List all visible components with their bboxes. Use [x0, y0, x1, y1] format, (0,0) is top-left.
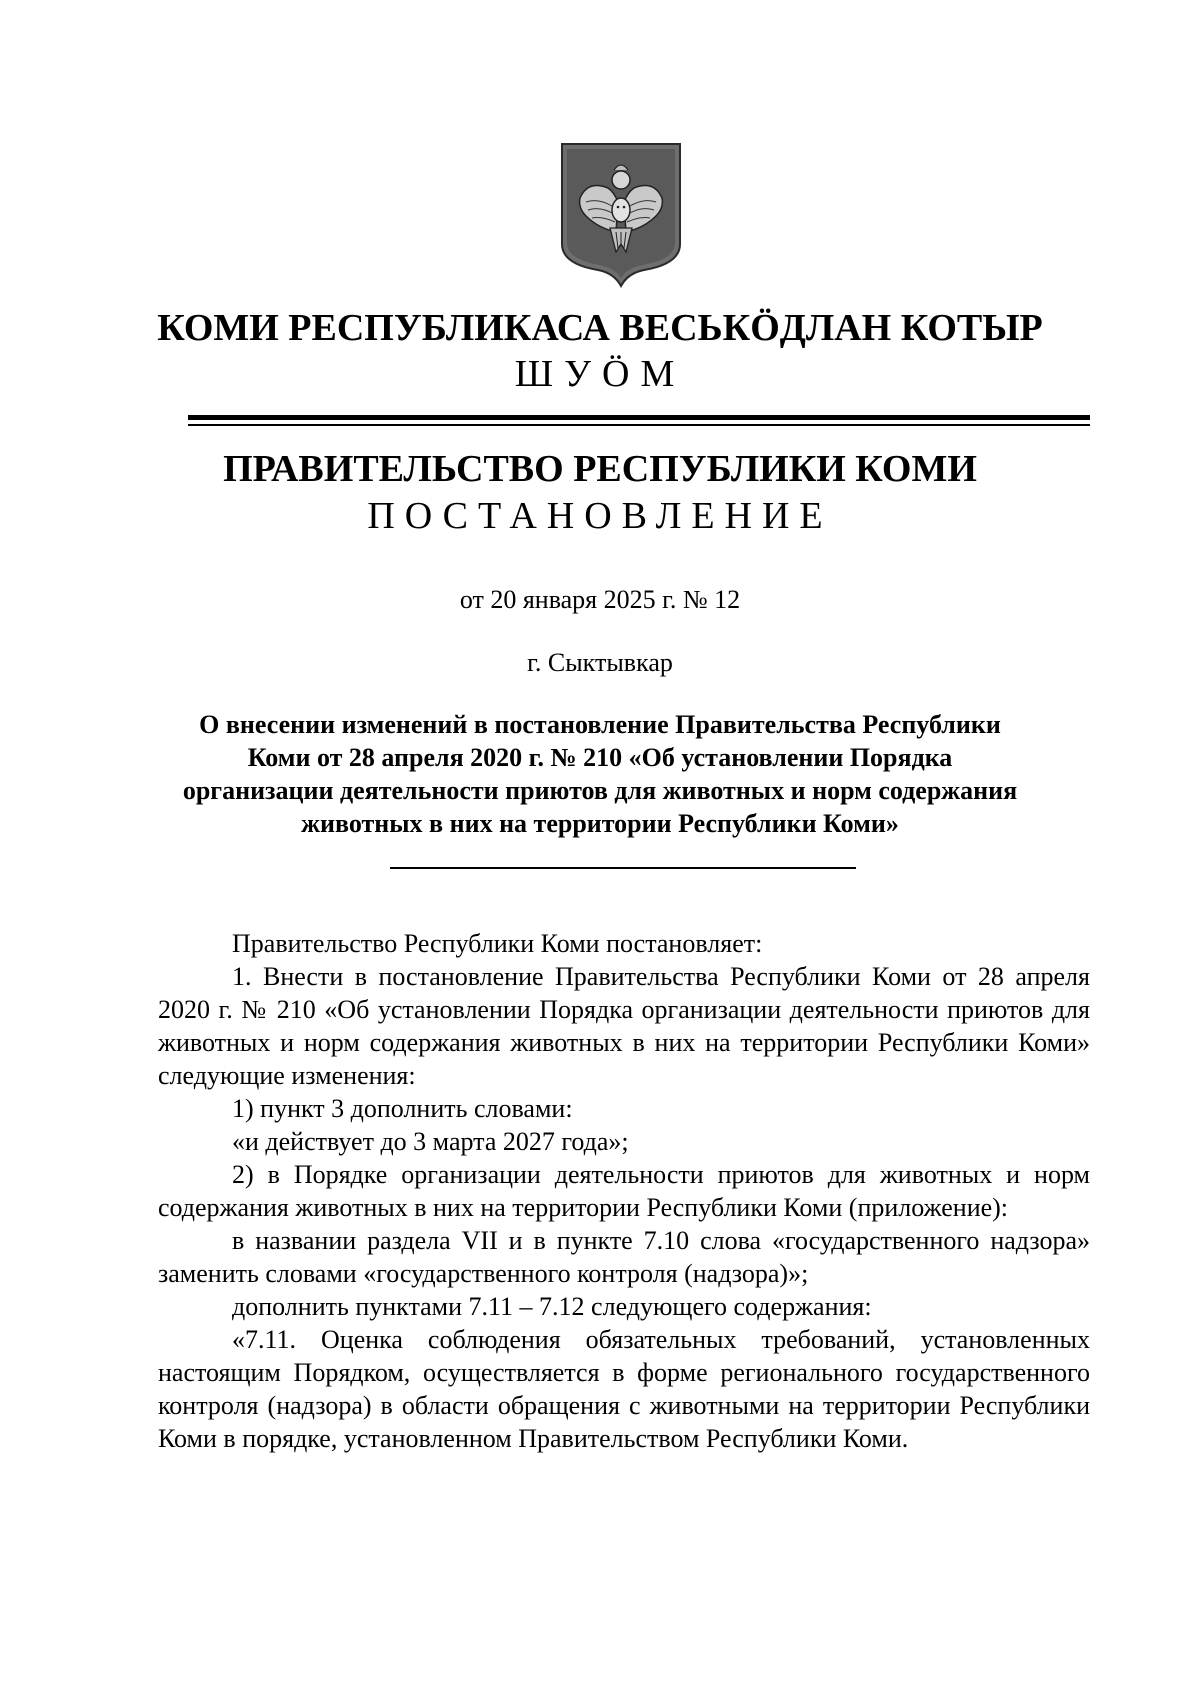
body-paragraph: 1. Внести в постановление Правительства Республики Коми от 28 апреля 2020 г. № 210 «Об установлении Порядка организации деятельности приютов для животных и норм содержания животных в них на территории Республики Коми» следующие изменения: — [158, 962, 1090, 1090]
body-paragraph: «7.11. Оценка соблюдения обязательных требований, установленных настоящим Порядком, осуществляется в форме регионального государственного контроля (надзора) в области обращения с животными на территории Республики Коми в порядке, установленном Правительством Республики Коми. — [158, 1325, 1090, 1453]
document-title — [0, 708, 1200, 840]
document-body — [158, 927, 1090, 1455]
coat-of-arms-icon — [558, 140, 684, 288]
title-line: организации деятельности приютов для животных и норм содержания — [182, 776, 1018, 805]
title-line: Коми от 28 апреля 2020 г. № 210 «Об установлении Порядка — [247, 743, 953, 772]
document-date-number: от 20 января 2025 г. № 12 — [459, 585, 741, 614]
body-paragraph: дополнить пунктами 7.11 – 7.12 следующего содержания: — [232, 1292, 872, 1321]
title-underline — [390, 867, 856, 869]
issuer-name-russian: ПРАВИТЕЛЬСТВО РЕСПУБЛИКИ КОМИ — [223, 448, 977, 490]
body-paragraph: Правительство Республики Коми постановляет: — [232, 929, 763, 958]
title-line: животных в них на территории Республики Коми» — [301, 809, 899, 838]
header-divider-thin — [188, 424, 1090, 426]
issuer-name-komi: КОМИ РЕСПУБЛИКАСА ВЕСЬКӦДЛАН КОТЫР — [157, 307, 1043, 349]
document-type-russian: ПОСТАНОВЛЕНИЕ — [367, 495, 833, 537]
body-paragraph: в названии раздела VII и в пункте 7.10 слова «государственного надзора» заменить словами «государственного контроля (надзора)»; — [158, 1226, 1090, 1288]
body-paragraph: 1) пункт 3 дополнить словами: — [232, 1094, 573, 1123]
title-line: О внесении изменений в постановление Правительства Республики — [199, 710, 1001, 739]
body-paragraph: «и действует до 3 марта 2027 года»; — [232, 1127, 629, 1156]
body-paragraph: 2) в Порядке организации деятельности приютов для животных и норм содержания животных в них на территории Республики Коми (приложение): — [158, 1160, 1090, 1222]
header-divider-thick — [188, 415, 1090, 420]
document-type-komi: ШУӦМ — [514, 353, 686, 395]
document-city: г. Сыктывкар — [527, 648, 673, 677]
